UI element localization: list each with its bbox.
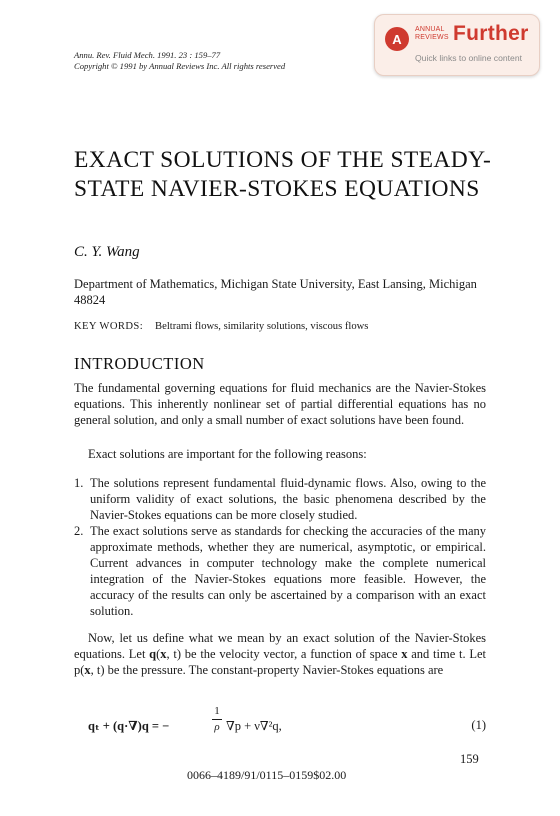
vector-q: q [149, 647, 157, 661]
vector-x: x [84, 663, 91, 677]
equation-fraction [212, 705, 222, 734]
annual-label: ANNUAL [415, 26, 445, 33]
key-words [74, 321, 368, 332]
fraction-bar [212, 719, 222, 720]
key-words-label: KEY WORDS: [74, 321, 144, 332]
paragraph-3 [74, 630, 486, 678]
further-quick-links-badge[interactable] [374, 14, 540, 76]
list-item-text: The solutions represent fundamental fluid-dynamic flows. Also, owing to the uniform validity of exact solutions, the basic phenomena described by the Navier-Stokes equations can be more closely studied. [90, 476, 486, 522]
paragraph-3-text: Now, let us define what we mean by an exact solution of the Navier-Stokes equations. Let [74, 631, 486, 661]
paragraph-3-text: , t) be the velocity vector, a function of space [166, 647, 402, 661]
equation-1 [74, 705, 486, 742]
article-title: EXACT SOLUTIONS OF THE STEADY-STATE NAVIER-STOKES EQUATIONS [74, 147, 492, 202]
equation-number: (1) [471, 718, 486, 732]
quick-links-label: Quick links to online content [415, 53, 523, 63]
paragraph-1: The fundamental governing equations for fluid mechanics are the Navier-Stokes equations. This inherently nonlinear set of partial differential equations has no general solution, and only a small number of exact solutions have been found. [74, 381, 486, 427]
author-affiliation: Department of Mathematics, Michigan State University, East Lansing, Michigan 48824 [74, 277, 477, 307]
key-words-text: Beltrami flows, similarity solutions, viscous flows [155, 321, 369, 332]
journal-citation [74, 50, 285, 72]
equation-rhs: ∇p + ν∇²q, [226, 719, 282, 733]
further-label: Further [453, 22, 529, 45]
annual-reviews-logo-icon: A [385, 27, 409, 51]
vector-x: x [401, 647, 408, 661]
page-number: 159 [460, 752, 479, 766]
annual-reviews-wordmark [415, 26, 449, 42]
fraction-numerator: 1 [214, 705, 220, 717]
paragraph-2: Exact solutions are important for the following reasons: [88, 447, 367, 461]
author-name: C. Y. Wang [74, 244, 140, 260]
paragraph-3-text: ( [156, 647, 161, 661]
section-heading-introduction: INTRODUCTION [74, 354, 205, 373]
article-code: 0066–4189/91/0115–0159$02.00 [187, 768, 347, 782]
paragraph-3-text: and time t. Let p( [74, 647, 486, 677]
fraction-denominator: ρ [214, 721, 220, 733]
paragraph-3-text: , t) be the pressure. The constant-property Navier-Stokes equations are [90, 663, 444, 677]
journal-line-1: Annu. Rev. Fluid Mech. 1991. 23 : 159–77 [74, 50, 221, 60]
reviews-label: REVIEWS [415, 34, 449, 41]
journal-line-2: Copyright © 1991 by Annual Reviews Inc. All rights reserved [74, 61, 286, 71]
list-item-text: The exact solutions serve as standards for checking the accuracies of the many approximate methods, whether they are numerical, asymptotic, or empirical. Current advances in computer technology make the complete numerical integration of the Navier-Stokes equations more feasible. However, the accuracy of the results can only be ascertained by a comparison with an exact solution. [90, 524, 486, 618]
list-item-number: 1. [74, 476, 84, 490]
equation-lhs: qₜ + (q·∇)q = − [88, 719, 170, 733]
vector-x: x [160, 647, 167, 661]
list-item-number: 2. [74, 524, 84, 538]
